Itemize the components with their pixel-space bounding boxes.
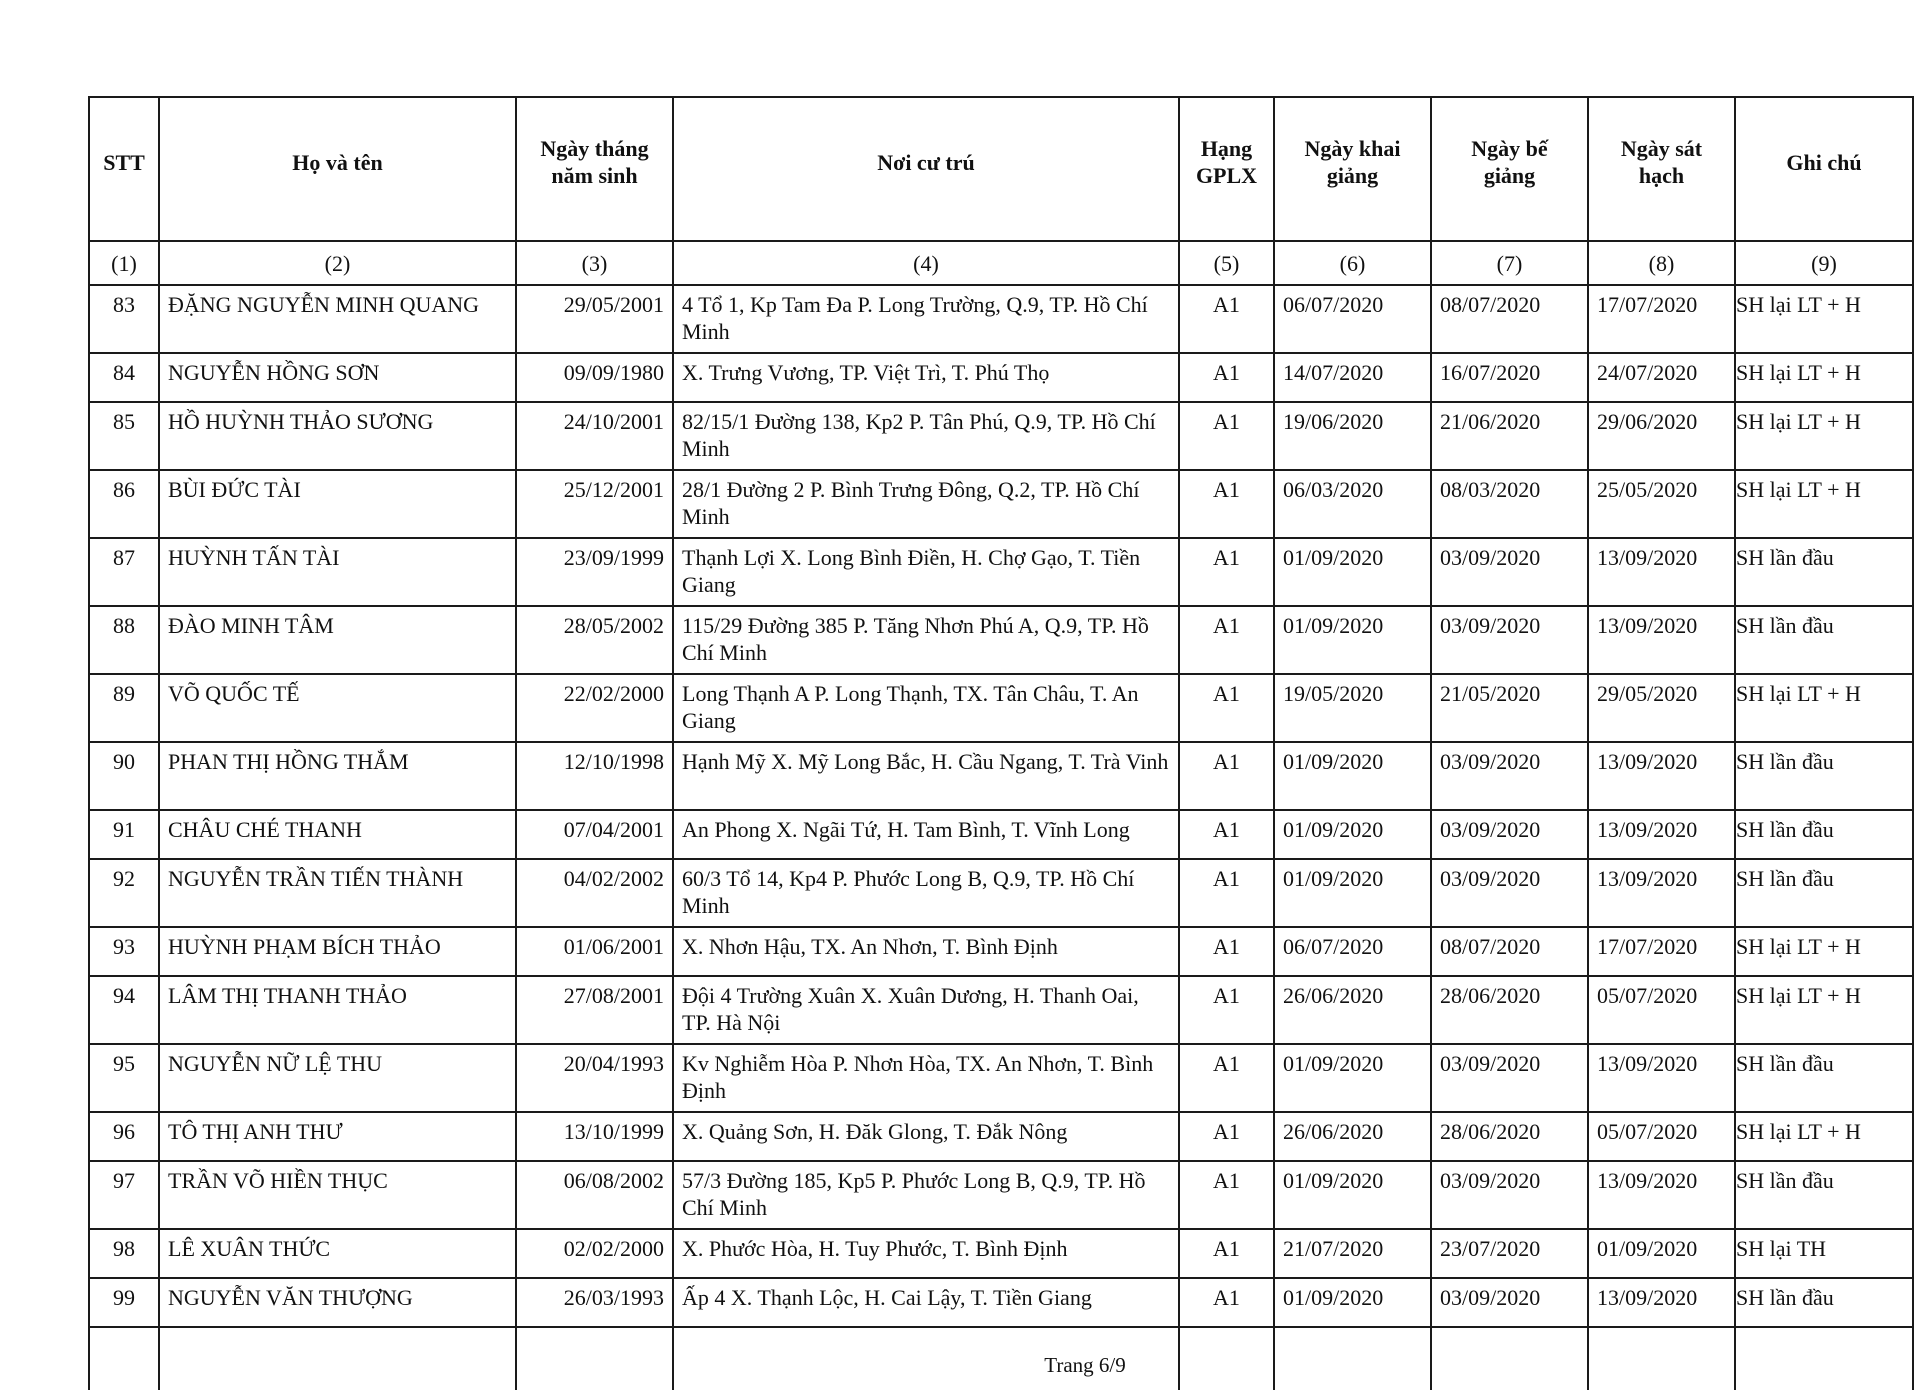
cell-license-class: A1: [1179, 470, 1274, 538]
cell-full-name: LÂM THỊ THANH THẢO: [159, 976, 516, 1044]
cell-full-name: CHÂU CHÉ THANH: [159, 810, 516, 859]
cell-residence: An Phong X. Ngãi Tứ, H. Tam Bình, T. Vĩnh Long: [673, 810, 1179, 859]
cell-note: SH lại LT + H: [1735, 402, 1913, 470]
cell-residence: 4 Tổ 1, Kp Tam Đa P. Long Trường, Q.9, TP. Hồ Chí Minh: [673, 285, 1179, 353]
cell-course-start: 21/07/2020: [1274, 1229, 1431, 1278]
cell-full-name: TÔ THỊ ANH THƯ: [159, 1112, 516, 1161]
table-row: [89, 285, 1913, 353]
cell-course-start: 01/09/2020: [1274, 1044, 1431, 1112]
cell-date-of-birth: 07/04/2001: [516, 810, 673, 859]
cell-course-end: 03/09/2020: [1431, 742, 1588, 810]
table-row: [89, 674, 1913, 742]
cell-residence: Ấp 4 X. Thạnh Lộc, H. Cai Lậy, T. Tiền Giang: [673, 1278, 1179, 1327]
cell-date-of-birth: 12/10/1998: [516, 742, 673, 810]
cell-course-end: 03/09/2020: [1431, 538, 1588, 606]
cell-course-start: 06/07/2020: [1274, 927, 1431, 976]
cell-residence: X. Quảng Sơn, H. Đăk Glong, T. Đắk Nông: [673, 1112, 1179, 1161]
cell-date-of-birth: 09/09/1980: [516, 353, 673, 402]
table-row: [89, 1278, 1913, 1327]
cell-course-end: 03/09/2020: [1431, 1044, 1588, 1112]
cell-note: SH lần đầu: [1735, 606, 1913, 674]
table-row: [89, 402, 1913, 470]
cell-course-start: 19/05/2020: [1274, 674, 1431, 742]
cell-license-class: A1: [1179, 859, 1274, 927]
cell-date-of-birth: 26/03/1993: [516, 1278, 673, 1327]
cell-residence: 28/1 Đường 2 P. Bình Trưng Đông, Q.2, TP. Hồ Chí Minh: [673, 470, 1179, 538]
cell-note: SH lại LT + H: [1735, 674, 1913, 742]
cell-exam-date: 25/05/2020: [1588, 470, 1735, 538]
cell-residence: 115/29 Đường 385 P. Tăng Nhơn Phú A, Q.9, TP. Hồ Chí Minh: [673, 606, 1179, 674]
cell-license-class: A1: [1179, 606, 1274, 674]
table-row: [89, 1112, 1913, 1161]
cell-residence: X. Phước Hòa, H. Tuy Phước, T. Bình Định: [673, 1229, 1179, 1278]
cell-stt: 84: [89, 353, 159, 402]
header-stt: STT: [89, 97, 159, 241]
cell-note: SH lần đầu: [1735, 810, 1913, 859]
cell-full-name: BÙI ĐỨC TÀI: [159, 470, 516, 538]
cell-course-start: 01/09/2020: [1274, 1278, 1431, 1327]
cell-license-class: A1: [1179, 1044, 1274, 1112]
cell-full-name: LÊ XUÂN THỨC: [159, 1229, 516, 1278]
cell-stt: 92: [89, 859, 159, 927]
cell-stt: 93: [89, 927, 159, 976]
cell-stt: 91: [89, 810, 159, 859]
table-row: [89, 1161, 1913, 1229]
cell-course-end: 08/07/2020: [1431, 927, 1588, 976]
cell-date-of-birth: 29/05/2001: [516, 285, 673, 353]
cell-stt: 98: [89, 1229, 159, 1278]
cell-residence: Long Thạnh A P. Long Thạnh, TX. Tân Châu, T. An Giang: [673, 674, 1179, 742]
cell-note: SH lại TH: [1735, 1229, 1913, 1278]
cell-date-of-birth: 01/06/2001: [516, 927, 673, 976]
cell-stt: 87: [89, 538, 159, 606]
cell-license-class: A1: [1179, 402, 1274, 470]
cell-course-start: 01/09/2020: [1274, 1161, 1431, 1229]
cell-residence: Đội 4 Trường Xuân X. Xuân Dương, H. Thanh Oai, TP. Hà Nội: [673, 976, 1179, 1044]
cell-exam-date: 13/09/2020: [1588, 538, 1735, 606]
header-license-class: Hạng GPLX: [1179, 97, 1274, 241]
cell-license-class: A1: [1179, 1112, 1274, 1161]
cell-exam-date: 17/07/2020: [1588, 285, 1735, 353]
cell-date-of-birth: 25/12/2001: [516, 470, 673, 538]
column-number: (5): [1179, 241, 1274, 285]
cell-note: SH lại LT + H: [1735, 927, 1913, 976]
cell-date-of-birth: 06/08/2002: [516, 1161, 673, 1229]
header-full-name: Họ và tên: [159, 97, 516, 241]
table-row: [89, 606, 1913, 674]
cell-exam-date: 13/09/2020: [1588, 810, 1735, 859]
header-exam-date: Ngày sát hạch: [1588, 97, 1735, 241]
cell-license-class: A1: [1179, 285, 1274, 353]
cell-full-name: ĐẶNG NGUYỄN MINH QUANG: [159, 285, 516, 353]
table-row: [89, 927, 1913, 976]
cell-exam-date: 05/07/2020: [1588, 976, 1735, 1044]
table-row: [89, 742, 1913, 810]
table-row: [89, 353, 1913, 402]
cell-residence: X. Trưng Vương, TP. Việt Trì, T. Phú Thọ: [673, 353, 1179, 402]
cell-license-class: A1: [1179, 538, 1274, 606]
cell-date-of-birth: 27/08/2001: [516, 976, 673, 1044]
roster-body: [89, 285, 1913, 1390]
cell-note: SH lại LT + H: [1735, 285, 1913, 353]
cell-date-of-birth: 04/02/2002: [516, 859, 673, 927]
cell-date-of-birth: 22/02/2000: [516, 674, 673, 742]
cell-full-name: VÕ QUỐC TẾ: [159, 674, 516, 742]
cell-course-start: 06/03/2020: [1274, 470, 1431, 538]
cell-date-of-birth: 20/04/1993: [516, 1044, 673, 1112]
cell-full-name: NGUYỄN TRẦN TIẾN THÀNH: [159, 859, 516, 927]
cell-residence: Kv Nghiễm Hòa P. Nhơn Hòa, TX. An Nhơn, T. Bình Định: [673, 1044, 1179, 1112]
cell-license-class: A1: [1179, 927, 1274, 976]
column-number: (2): [159, 241, 516, 285]
cell-exam-date: 05/07/2020: [1588, 1112, 1735, 1161]
student-roster-table: [88, 96, 1914, 1390]
cell-date-of-birth: 23/09/1999: [516, 538, 673, 606]
cell-exam-date: 13/09/2020: [1588, 742, 1735, 810]
cell-license-class: A1: [1179, 1278, 1274, 1327]
cell-note: SH lần đầu: [1735, 742, 1913, 810]
cell-license-class: A1: [1179, 742, 1274, 810]
cell-course-end: 03/09/2020: [1431, 1278, 1588, 1327]
cell-note: SH lần đầu: [1735, 1278, 1913, 1327]
cell-course-end: 03/09/2020: [1431, 810, 1588, 859]
cell-license-class: A1: [1179, 1161, 1274, 1229]
cell-full-name: HỒ HUỲNH THẢO SƯƠNG: [159, 402, 516, 470]
cell-exam-date: 24/07/2020: [1588, 353, 1735, 402]
table-row: [89, 470, 1913, 538]
cell-course-start: 26/06/2020: [1274, 1112, 1431, 1161]
cell-course-start: 01/09/2020: [1274, 859, 1431, 927]
cell-exam-date: 01/09/2020: [1588, 1229, 1735, 1278]
cell-full-name: HUỲNH PHẠM BÍCH THẢO: [159, 927, 516, 976]
cell-note: SH lại LT + H: [1735, 353, 1913, 402]
cell-course-start: 26/06/2020: [1274, 976, 1431, 1044]
column-number-row: [89, 241, 1913, 285]
cell-course-end: 28/06/2020: [1431, 976, 1588, 1044]
cell-full-name: NGUYỄN HỒNG SƠN: [159, 353, 516, 402]
cell-stt: 83: [89, 285, 159, 353]
header-residence: Nơi cư trú: [673, 97, 1179, 241]
cell-full-name: PHAN THỊ HỒNG THẮM: [159, 742, 516, 810]
cell-course-end: 23/07/2020: [1431, 1229, 1588, 1278]
header-date-of-birth: Ngày tháng năm sinh: [516, 97, 673, 241]
cell-residence: 82/15/1 Đường 138, Kp2 P. Tân Phú, Q.9, TP. Hồ Chí Minh: [673, 402, 1179, 470]
header-course-start: Ngày khai giảng: [1274, 97, 1431, 241]
cell-stt: 99: [89, 1278, 159, 1327]
cell-exam-date: 13/09/2020: [1588, 1044, 1735, 1112]
cell-license-class: A1: [1179, 1229, 1274, 1278]
cell-course-start: 01/09/2020: [1274, 742, 1431, 810]
cell-course-end: 03/09/2020: [1431, 859, 1588, 927]
cell-course-end: 03/09/2020: [1431, 606, 1588, 674]
cell-course-start: 06/07/2020: [1274, 285, 1431, 353]
cell-exam-date: 13/09/2020: [1588, 859, 1735, 927]
cell-full-name: NGUYỄN VĂN THƯỢNG: [159, 1278, 516, 1327]
cell-exam-date: 17/07/2020: [1588, 927, 1735, 976]
cell-license-class: A1: [1179, 976, 1274, 1044]
header-course-end: Ngày bế giảng: [1431, 97, 1588, 241]
cell-residence: X. Nhơn Hậu, TX. An Nhơn, T. Bình Định: [673, 927, 1179, 976]
table-row: [89, 538, 1913, 606]
cell-course-start: 19/06/2020: [1274, 402, 1431, 470]
cell-license-class: A1: [1179, 353, 1274, 402]
column-number: (9): [1735, 241, 1913, 285]
cell-note: SH lại LT + H: [1735, 976, 1913, 1044]
column-number: (3): [516, 241, 673, 285]
page-number: Trang 6/9: [1044, 1353, 1126, 1377]
cell-exam-date: 29/06/2020: [1588, 402, 1735, 470]
column-number: (8): [1588, 241, 1735, 285]
column-number: (1): [89, 241, 159, 285]
table-row: [89, 810, 1913, 859]
cell-full-name: TRẦN VÕ HIỀN THỤC: [159, 1161, 516, 1229]
column-number: (6): [1274, 241, 1431, 285]
cell-note: SH lần đầu: [1735, 859, 1913, 927]
cell-course-start: 01/09/2020: [1274, 606, 1431, 674]
cell-course-start: 01/09/2020: [1274, 538, 1431, 606]
column-number: (7): [1431, 241, 1588, 285]
cell-course-end: 03/09/2020: [1431, 1161, 1588, 1229]
header-row: [89, 97, 1913, 241]
cell-stt: 89: [89, 674, 159, 742]
cell-course-start: 01/09/2020: [1274, 810, 1431, 859]
cell-stt: 97: [89, 1161, 159, 1229]
cell-stt: 88: [89, 606, 159, 674]
cell-residence: Hạnh Mỹ X. Mỹ Long Bắc, H. Cầu Ngang, T. Trà Vinh: [673, 742, 1179, 810]
cell-full-name: ĐÀO MINH TÂM: [159, 606, 516, 674]
cell-full-name: HUỲNH TẤN TÀI: [159, 538, 516, 606]
cell-residence: Thạnh Lợi X. Long Bình Điền, H. Chợ Gạo, T. Tiền Giang: [673, 538, 1179, 606]
cell-full-name: NGUYỄN NỮ LỆ THU: [159, 1044, 516, 1112]
cell-note: SH lại LT + H: [1735, 470, 1913, 538]
table-row: [89, 859, 1913, 927]
cell-course-end: 08/03/2020: [1431, 470, 1588, 538]
cell-exam-date: 29/05/2020: [1588, 674, 1735, 742]
cell-course-end: 28/06/2020: [1431, 1112, 1588, 1161]
cell-note: SH lại LT + H: [1735, 1112, 1913, 1161]
cell-date-of-birth: 13/10/1999: [516, 1112, 673, 1161]
cell-stt: 90: [89, 742, 159, 810]
cell-license-class: A1: [1179, 810, 1274, 859]
table-row: [89, 1229, 1913, 1278]
table-row: [89, 1044, 1913, 1112]
header-note: Ghi chú: [1735, 97, 1913, 241]
cell-date-of-birth: 24/10/2001: [516, 402, 673, 470]
table-row: [89, 976, 1913, 1044]
cell-note: SH lần đầu: [1735, 1044, 1913, 1112]
cell-date-of-birth: 28/05/2002: [516, 606, 673, 674]
cell-residence: 57/3 Đường 185, Kp5 P. Phước Long B, Q.9, TP. Hồ Chí Minh: [673, 1161, 1179, 1229]
cell-exam-date: 13/09/2020: [1588, 1278, 1735, 1327]
cell-license-class: A1: [1179, 674, 1274, 742]
cell-course-end: 08/07/2020: [1431, 285, 1588, 353]
cell-stt: 86: [89, 470, 159, 538]
cell-course-start: 14/07/2020: [1274, 353, 1431, 402]
cell-stt: 95: [89, 1044, 159, 1112]
cell-exam-date: 13/09/2020: [1588, 606, 1735, 674]
cell-stt: 96: [89, 1112, 159, 1161]
cell-course-end: 21/05/2020: [1431, 674, 1588, 742]
cell-stt: 94: [89, 976, 159, 1044]
cell-date-of-birth: 02/02/2000: [516, 1229, 673, 1278]
column-number: (4): [673, 241, 1179, 285]
cell-note: SH lần đầu: [1735, 1161, 1913, 1229]
cell-stt: 85: [89, 402, 159, 470]
cell-exam-date: 13/09/2020: [1588, 1161, 1735, 1229]
cell-note: SH lần đầu: [1735, 538, 1913, 606]
cell-residence: 60/3 Tổ 14, Kp4 P. Phước Long B, Q.9, TP. Hồ Chí Minh: [673, 859, 1179, 927]
cell-course-end: 16/07/2020: [1431, 353, 1588, 402]
cell-course-end: 21/06/2020: [1431, 402, 1588, 470]
